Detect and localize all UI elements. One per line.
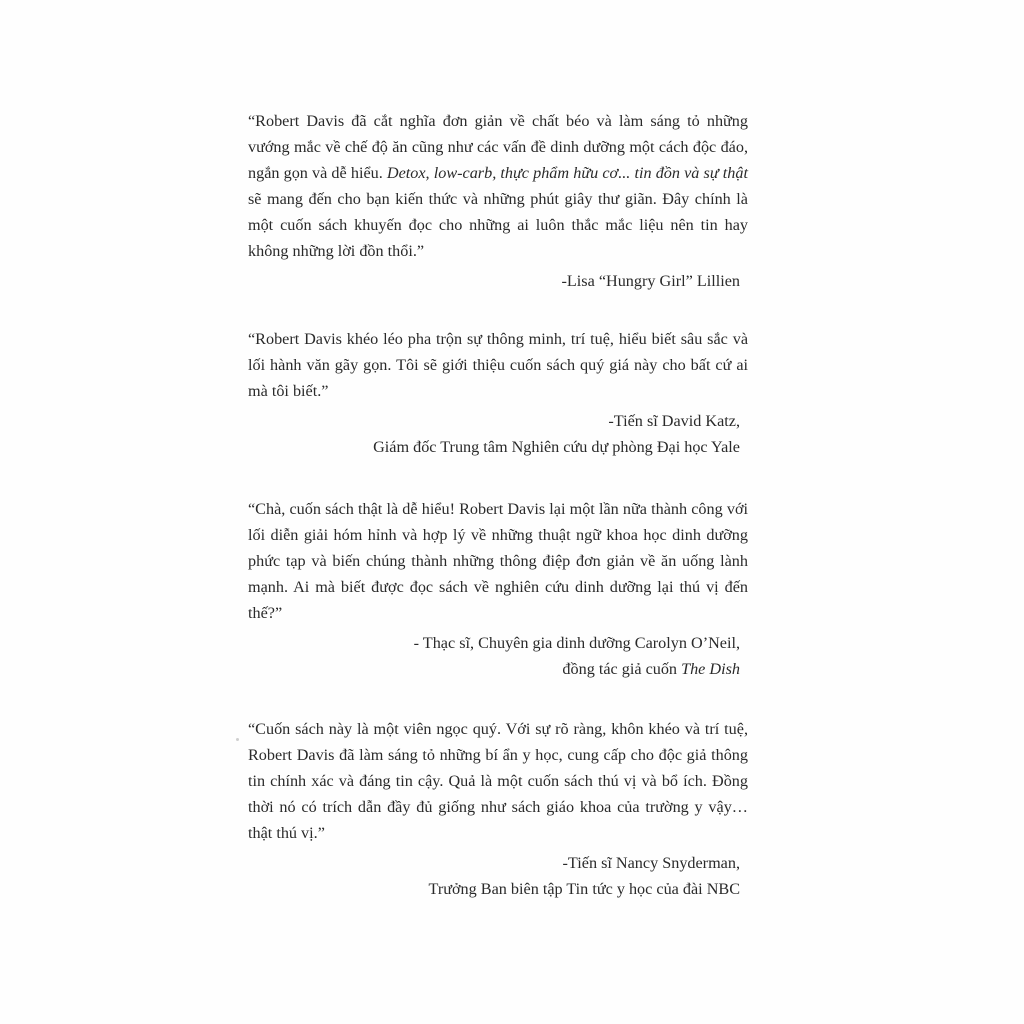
print-speck: [236, 738, 239, 741]
testimonial-author-title-part: đồng tác giả cuốn: [562, 660, 682, 678]
testimonial-text: “Robert Davis khéo léo pha trộn sự thông minh, trí tuệ, hiểu biết sâu sắc và lối hành văn gãy gọn. Tôi sẽ giới thiệu cuốn sách quý giá này cho bất cứ ai mà tôi biết.”: [248, 330, 748, 400]
testimonial-3: [248, 496, 748, 682]
testimonial-2: [248, 326, 748, 460]
testimonial-author: -Lisa “Hungry Girl” Lillien: [561, 272, 740, 290]
testimonial-author: - Thạc sĩ, Chuyên gia dinh dưỡng Carolyn O’Neil,: [413, 634, 740, 652]
testimonial-4: [248, 716, 748, 902]
testimonial-text-part: sẽ mang đến cho bạn kiến thức và những phút giây thư giãn. Đây chính là một cuốn sách khuyến đọc cho những ai luôn thắc mắc liệu nên tin hay không những lời đồn thổi.”: [248, 190, 748, 260]
testimonial-text: “Cuốn sách này là một viên ngọc quý. Với sự rõ ràng, khôn khéo và trí tuệ, Robert Davis đã làm sáng tỏ những bí ẩn y học, cung cấp cho độc giả thông tin chính xác và đáng tin cậy. Quả là một cuốn sách thú vị và bổ ích. Đồng thời nó có trích dẫn đầy đủ giống như sách giáo khoa của trường y vậy… thật thú vị.”: [248, 720, 748, 842]
testimonial-author-title: Trưởng Ban biên tập Tin tức y học của đài NBC: [428, 880, 740, 898]
testimonial-author: -Tiến sĩ David Katz,: [608, 412, 740, 430]
testimonial-1: [248, 108, 748, 294]
book-title-italic: The Dish: [681, 660, 740, 678]
book-title-italic: Detox, low-carb, thực phẩm hữu cơ... tin đồn và sự thật: [386, 164, 748, 182]
testimonial-author-title: Giám đốc Trung tâm Nghiên cứu dự phòng Đại học Yale: [373, 438, 740, 456]
testimonial-text: “Chà, cuốn sách thật là dễ hiểu! Robert Davis lại một lần nữa thành công với lối diễn giải hóm hỉnh và hợp lý về những thuật ngữ khoa học dinh dưỡng phức tạp và biến chúng thành những thông điệp đơn giản về ăn uống lành mạnh. Ai mà biết được đọc sách về nghiên cứu dinh dưỡng lại thú vị đến thế?”: [248, 500, 748, 622]
testimonial-text: [248, 108, 748, 264]
testimonial-author: -Tiến sĩ Nancy Snyderman,: [562, 854, 740, 872]
testimonial-text-part: “Robert Davis đã cắt nghĩa đơn giản về chất béo và làm sáng tỏ những vướng mắc về chế độ ăn cũng như các vấn đề dinh dưỡng một cách độc đáo, ngắn gọn và dễ hiểu.: [248, 112, 748, 182]
testimonial-author-title: [248, 656, 748, 682]
